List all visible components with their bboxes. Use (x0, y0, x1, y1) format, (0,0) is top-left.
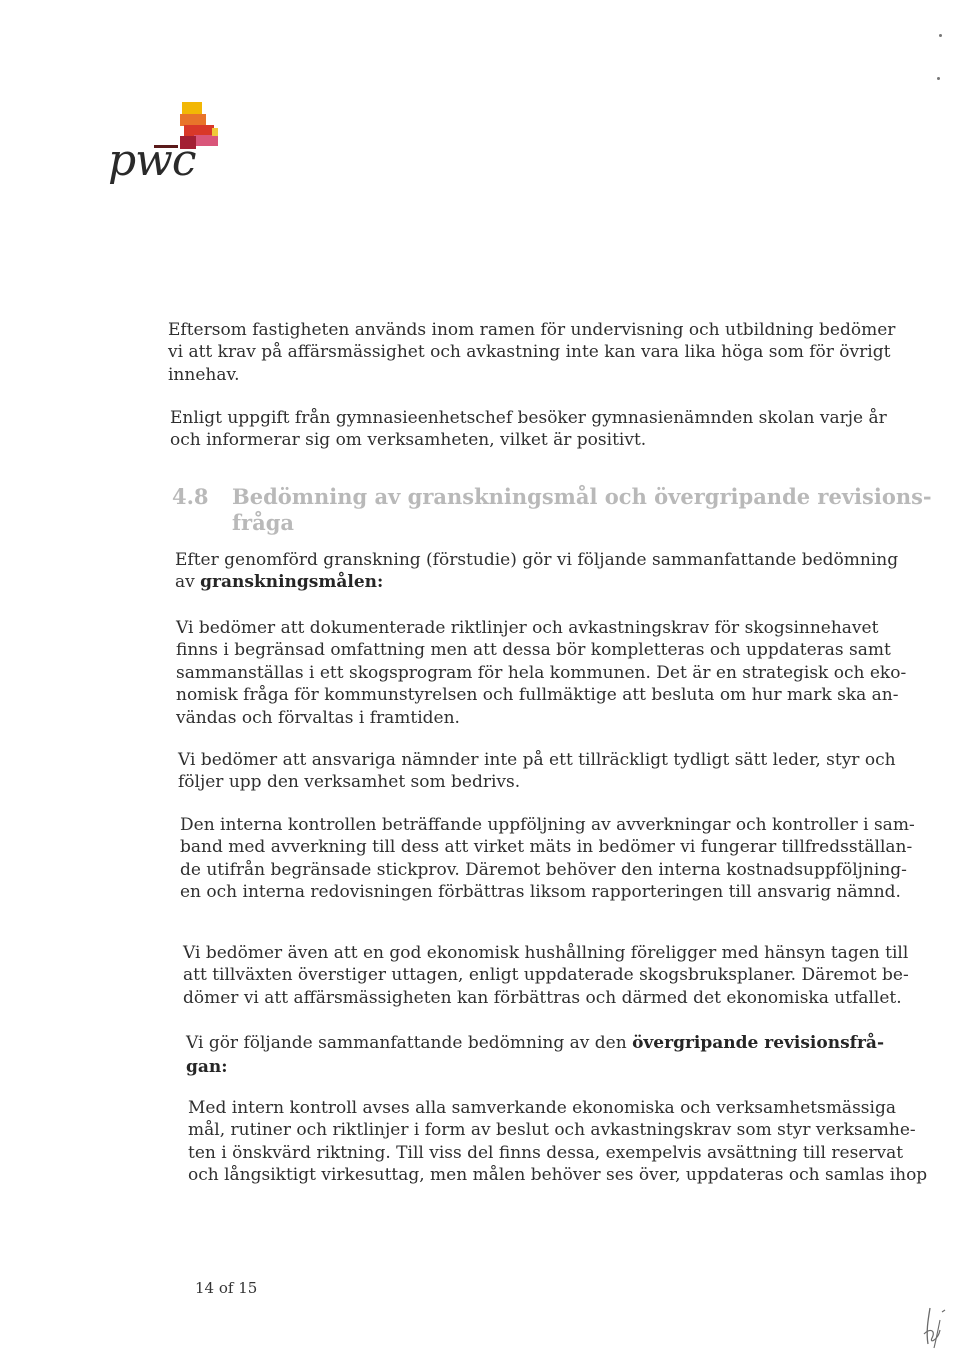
text-line (175, 571, 898, 593)
text-line: Efter genomförd granskning (förstudie) gör vi följande sammanfattande bedömning (175, 550, 899, 570)
pwc-logo-wordmark: pwc (108, 135, 196, 186)
text-line: nomisk fråga för kommunstyrelsen och fullmäktige att besluta om hur mark ska an- (176, 685, 899, 706)
text-line: Med intern kontroll avses alla samverkande ekonomiska och verksamhetsmässiga (188, 1098, 896, 1118)
text-line: sammanställas i ett skogsprogram för hela kommunen. Det är en strategisk och eko- (176, 662, 907, 683)
paragraph-committees (178, 749, 896, 794)
paragraph-guidelines (176, 617, 906, 729)
text-segment: av (175, 572, 201, 593)
text-line: Vi bedömer att ansvariga nämnder inte på ett tillräckligt tydligt sätt leder, styr och (178, 750, 896, 770)
bold-term: gan: (186, 1056, 228, 1077)
bold-term: övergripande revisionsfrå- (632, 1033, 884, 1053)
paragraph-overall-intro (186, 1032, 884, 1079)
text-line: och långsiktigt virkesuttag, men målen behöver ses över, uppdateras och samlas ihop (188, 1165, 928, 1186)
text-line: band med avverkning till dess att virket mäts in bedömer vi fungerar tillfredsställan- (180, 837, 913, 858)
text-line: följer upp den verksamhet som bedrivs. (178, 772, 521, 793)
text-line: de utifrån begränsade stickprov. Däremot behöver den interna kostnadsuppföljning- (180, 859, 907, 880)
section-title-line: fråga (232, 510, 294, 535)
text-line: vändas och förvaltas i framtiden. (176, 707, 460, 728)
page-number: 14 of 15 (195, 1279, 258, 1297)
text-line: Enligt uppgift från gymnasieenhetschef besöker gymnasienämnden skolan varje år (170, 408, 887, 428)
paragraph-assessment-intro (175, 549, 898, 594)
text-line: Vi bedömer även att en god ekonomisk hushållning föreligger med hänsyn tagen till (183, 943, 909, 963)
text-line: Den interna kontrollen beträffande uppföljning av avverkningar och kontroller i sam- (180, 815, 915, 835)
paragraph-internal-control-definition (188, 1097, 927, 1187)
text-segment: Vi gör följande sammanfattande bedömning av den (186, 1033, 633, 1053)
text-line (186, 1032, 884, 1056)
text-line: en och interna redovisningen förbättras liksom rapporteringen till ansvarig nämnd. (180, 882, 901, 903)
section-title-line: Bedömning av granskningsmål och övergripande revisions- (232, 484, 932, 509)
text-line: mål, rutiner och riktlinjer i form av beslut och avkastningskrav som styr verksamhe- (188, 1120, 916, 1141)
paragraph-economic-management (183, 942, 909, 1009)
text-line: och informerar sig om verksamheten, vilket är positivt. (170, 430, 647, 451)
bold-term: granskningsmålen: (200, 572, 384, 593)
text-line: finns i begränsad omfattning men att dessa bör kompletteras och uppdateras samt (176, 640, 891, 661)
text-line: vi att krav på affärsmässighet och avkastning inte kan vara lika höga som för övrigt (168, 342, 891, 363)
scan-mark (939, 34, 942, 37)
paragraph-board-visits (170, 407, 887, 452)
paragraph-internal-control (180, 814, 915, 904)
handwritten-initials-icon (916, 1300, 956, 1350)
text-line (186, 1056, 884, 1080)
text-line: Vi bedömer att dokumenterade riktlinjer och avkastningskrav för skogsinnehavet (176, 618, 879, 638)
text-line: innehav. (168, 364, 240, 385)
section-number: 4.8 (172, 484, 209, 509)
scan-mark (937, 77, 940, 80)
text-line: ten i önskvärd riktning. Till viss del finns dessa, exempelvis avsättning till reservat (188, 1142, 904, 1163)
text-line: att tillväxten överstiger uttagen, enligt uppdaterade skogsbruksplaner. Däremot be- (183, 965, 909, 986)
text-line: dömer vi att affärsmässigheten kan förbättras och därmed det ekonomiska utfallet. (183, 987, 902, 1008)
text-line: Eftersom fastigheten används inom ramen för undervisning och utbildning bedömer (168, 320, 896, 340)
paragraph-property-use (168, 319, 895, 386)
